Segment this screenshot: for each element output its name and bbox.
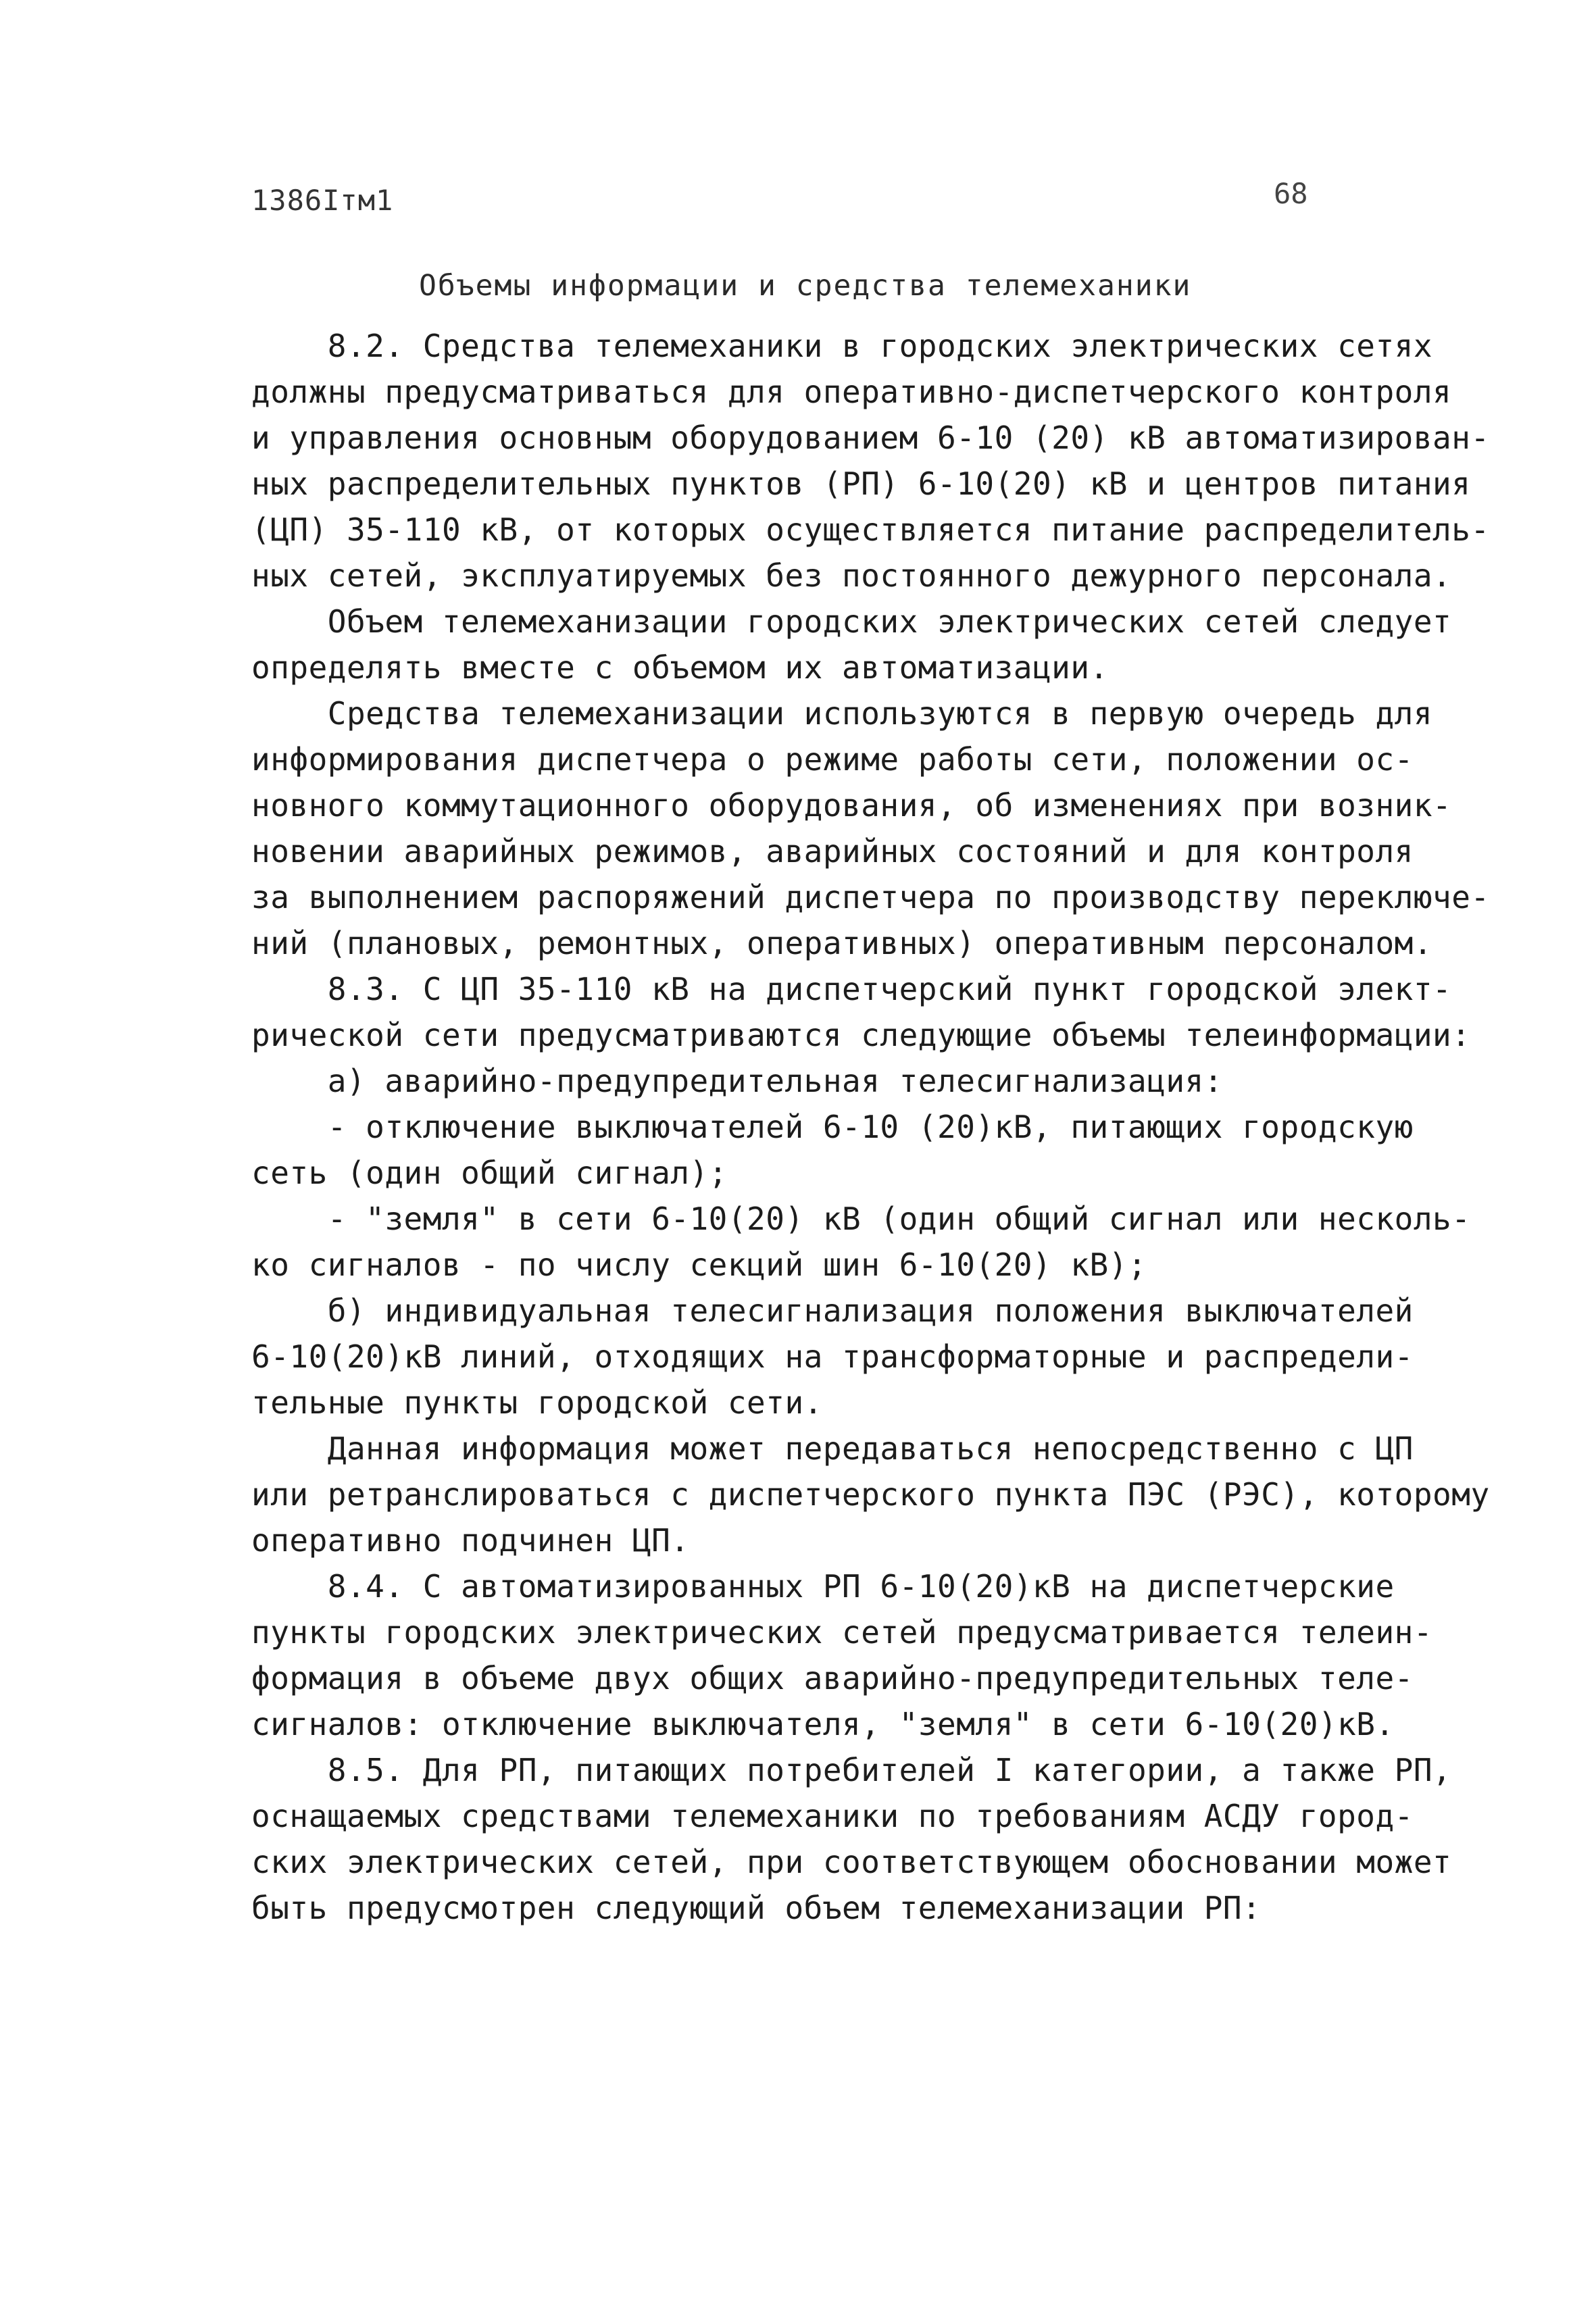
- text-line: Средства телемеханизации используются в первую очередь для: [251, 695, 1433, 732]
- text-line: ных распределительных пунктов (РП) 6-10(20) кВ и центров питания: [251, 466, 1471, 502]
- text-line: - отключение выключателей 6-10 (20)кВ, питающих городскую: [251, 1109, 1414, 1145]
- text-line: (ЦП) 35-110 кВ, от которых осуществляется питание распределитель-: [251, 511, 1490, 548]
- document-code: 1386Iтм1: [251, 184, 394, 217]
- text-line: за выполнением распоряжений диспетчера по производству переключе-: [251, 879, 1490, 915]
- text-line: и управления основным оборудованием 6-10 (20) кВ автоматизирован-: [251, 420, 1490, 456]
- text-line: Объем телемеханизации городских электрических сетей следует: [251, 603, 1452, 640]
- text-line: - "земля" в сети 6-10(20) кВ (один общий сигнал или несколь-: [251, 1201, 1471, 1237]
- text-line: ко сигналов - по числу секций шин 6-10(20) кВ);: [251, 1247, 1147, 1283]
- text-line: 8.3. С ЦП 35-110 кВ на диспетчерский пункт городской элект-: [251, 971, 1452, 1007]
- text-line: рической сети предусматриваются следующие объемы телеинформации:: [251, 1017, 1471, 1053]
- text-line: сеть (один общий сигнал);: [251, 1155, 728, 1191]
- text-line: формация в объеме двух общих аварийно-предупредительных теле-: [251, 1660, 1414, 1696]
- text-line: или ретранслироваться с диспетчерского пункта ПЭС (РЭС), которому: [251, 1476, 1490, 1513]
- text-line: быть предусмотрен следующий объем телемеханизации РП:: [251, 1890, 1262, 1926]
- body-text: [251, 323, 1490, 1931]
- text-line: информирования диспетчера о режиме работы сети, положении ос-: [251, 741, 1414, 778]
- section-title: Объемы информации и средства телемеханики: [419, 269, 1192, 303]
- text-line: оснащаемых средствами телемеханики по требованиям АСДУ город-: [251, 1798, 1414, 1834]
- text-line: 8.4. С автоматизированных РП 6-10(20)кВ на диспетчерские: [251, 1568, 1395, 1605]
- text-line: оперативно подчинен ЦП.: [251, 1522, 690, 1559]
- text-line: б) индивидуальная телесигнализация положения выключателей: [251, 1292, 1414, 1329]
- text-line: ских электрических сетей, при соответствующем обосновании может: [251, 1844, 1452, 1880]
- text-line: тельные пункты городской сети.: [251, 1384, 823, 1421]
- text-line: 8.2. Средства телемеханики в городских электрических сетях: [251, 328, 1433, 364]
- text-line: а) аварийно-предупредительная телесигнализация:: [251, 1063, 1223, 1099]
- text-line: ных сетей, эксплуатируемых без постоянного дежурного персонала.: [251, 557, 1452, 594]
- text-line: 6-10(20)кВ линий, отходящих на трансформаторные и распредели-: [251, 1338, 1414, 1375]
- text-line: ний (плановых, ремонтных, оперативных) оперативным персоналом.: [251, 925, 1433, 961]
- page-number: 68: [1274, 177, 1308, 210]
- text-line: определять вместе с объемом их автоматизации.: [251, 649, 1109, 686]
- text-line: пункты городских электрических сетей предусматривается телеин-: [251, 1614, 1433, 1651]
- text-line: Данная информация может передаваться непосредственно с ЦП: [251, 1430, 1414, 1467]
- text-line: сигналов: отключение выключателя, "земля" в сети 6-10(20)кВ.: [251, 1706, 1395, 1742]
- text-line: новного коммутационного оборудования, об изменениях при возник-: [251, 787, 1452, 824]
- text-line: новении аварийных режимов, аварийных состояний и для контроля: [251, 833, 1414, 870]
- text-line: 8.5. Для РП, питающих потребителей I категории, а также РП,: [251, 1752, 1452, 1788]
- text-line: должны предусматриваться для оперативно-диспетчерского контроля: [251, 374, 1452, 410]
